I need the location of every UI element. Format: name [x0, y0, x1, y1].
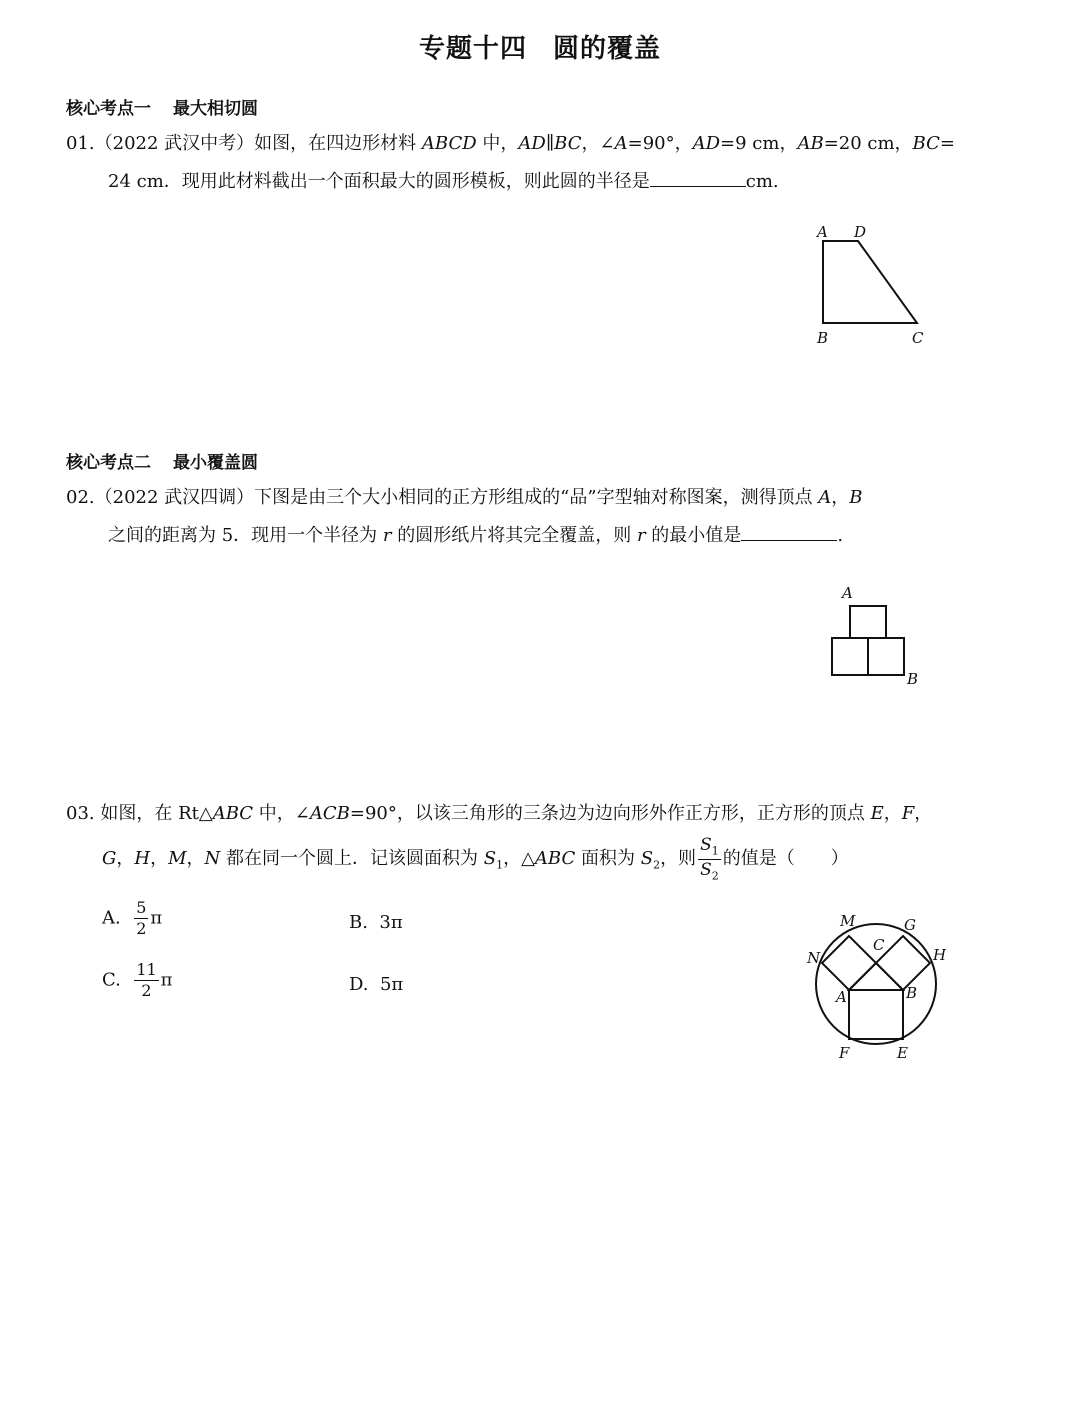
label-G: G — [904, 916, 916, 934]
question-3-line-1: 03. 如图，在 Rt△ABC 中，∠ACB=90°，以该三角形的三条边为边向形外作正方形，正方形的顶点 E，F， — [66, 803, 933, 824]
section-heading-1: 核心考点一 最大相切圆 — [66, 99, 258, 119]
question-1-line-2: 24 cm．现用此材料截出一个面积最大的圆形模板，则此圆的半径是 cm. — [108, 168, 779, 194]
label-B: B — [817, 329, 829, 347]
answer-blank-1[interactable] — [650, 168, 746, 187]
question-2-line-2: 之间的距离为 5．现用一个半径为 r 的圆形纸片将其完全覆盖，则 r 的最小值是 . — [108, 522, 843, 548]
label-A: A — [836, 988, 847, 1006]
question-3-line-2: G，H，M，N 都在同一个圆上．记该圆面积为 $S_1$，△ABC 面积为 $S_2$，则 $\frac{S_1}{S_2}$ 的值是（ ） — [102, 835, 849, 882]
option-A[interactable]: A. $\frac{5}{2}$ π — [102, 898, 163, 938]
label-A: A — [817, 223, 828, 241]
option-C[interactable]: C. $\frac{11}{2}$ π — [102, 960, 173, 1000]
question-2-line-1: 02.（2022 武汉四调）下图是由三个大小相同的正方形组成的“品”字型轴对称图案，测得顶点 A，B — [66, 487, 863, 508]
label-C: C — [873, 936, 885, 954]
figure-trapezoid — [806, 220, 946, 350]
label-A: A — [842, 584, 853, 602]
option-D[interactable]: D. 5π — [349, 974, 404, 995]
question-1-line-1: 01.（2022 武汉中考）如图，在四边形材料 ABCD 中，AD∥BC，∠A=90°，AD=9 cm，AB=20 cm，BC= — [66, 133, 955, 154]
label-E: E — [897, 1044, 908, 1062]
label-C: C — [912, 329, 924, 347]
label-D: D — [854, 223, 867, 241]
label-B: B — [906, 984, 918, 1002]
label-H: H — [933, 946, 947, 964]
label-N: N — [807, 949, 821, 967]
page-title: 专题十四 圆的覆盖 — [418, 34, 662, 64]
option-B[interactable]: B. 3π — [349, 912, 403, 933]
section-heading-2: 核心考点二 最小覆盖圆 — [66, 453, 258, 473]
label-M: M — [840, 912, 856, 930]
label-B: B — [907, 670, 919, 688]
figure-three-squares — [824, 580, 924, 690]
answer-blank-2[interactable] — [741, 522, 837, 541]
ratio-fraction: $\frac{S_1}{S_2}$ — [700, 835, 719, 882]
label-F: F — [839, 1044, 850, 1062]
figure-circle-squares — [800, 908, 960, 1068]
